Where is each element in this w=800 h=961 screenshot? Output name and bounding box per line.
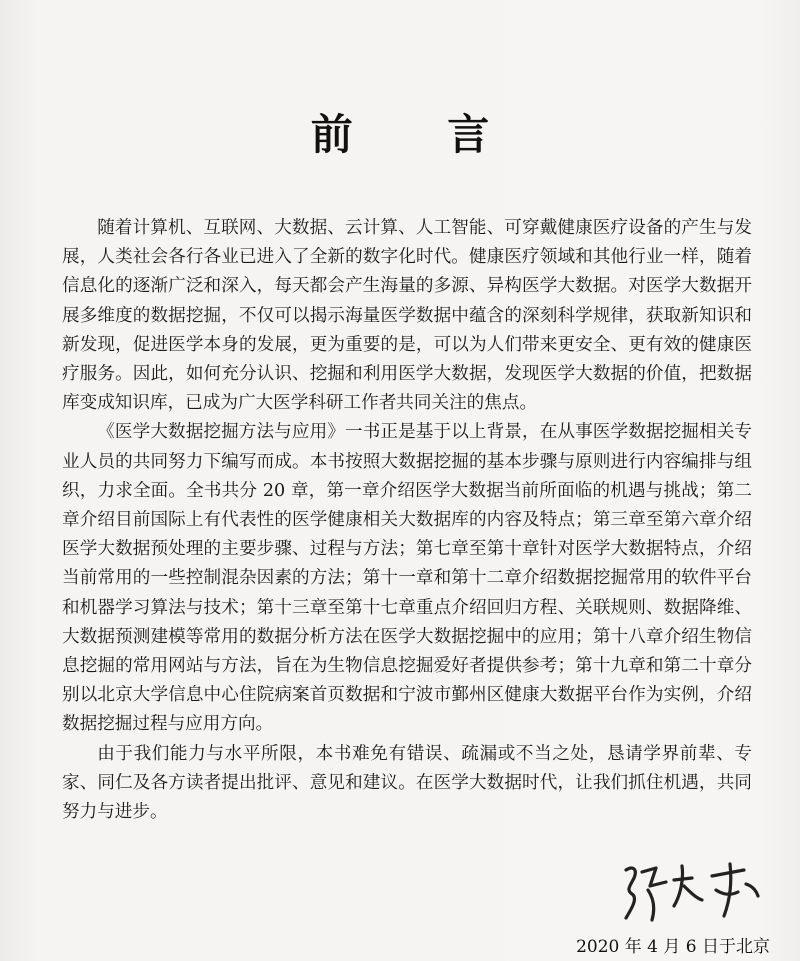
- page-title: 前 言: [310, 110, 530, 159]
- preface-body: [62, 214, 752, 827]
- paragraph-1: 随着计算机、互联网、大数据、云计算、人工智能、可穿戴健康医疗设备的产生与发展，人类社会各行各业已进入了全新的数字化时代。健康医疗领域和其他行业一样，随着信息化的逐渐广泛和深入，每天都会产生海量的多源、异构医学大数据。对医学大数据开展多维度的数据挖掘，不仅可以揭示海量医学数据中蕴含的深刻科学规律，获取新知识和新发现，促进医学本身的发展，更为重要的是，可以为人们带来更安全、更有效的健康医疗服务。因此，如何充分认识、挖掘和利用医学大数据，发现医学大数据的价值，把数据库变成知识库，已成为广大医学科研工作者共同关注的焦点。: [62, 218, 752, 414]
- date-line: 2020 年 4 月 6 日于北京: [576, 937, 770, 957]
- paragraph-2: 《医学大数据挖掘方法与应用》一书正是基于以上背景，在从事医学数据挖掘相关专业人员的共同努力下编写而成。本书按照大数据挖掘的基本步骤与原则进行内容编排与组织，力求全面。全书共分 20 章，第一章介绍医学大数据当前所面临的机遇与挑战；第二章介绍目前国际上有代表性的医学健康相关大数据库的内容及特点；第三章至第六章介绍医学大数据预处理的主要步骤、过程与方法；第七章至第十章针对医学大数据特点，介绍当前常用的一些控制混杂因素的方法；第十一章和第十二章介绍数据挖掘常用的软件平台和机器学习算法与技术；第十三章至第十七章重点介绍回归方程、关联规则、数据降维、大数据预测建模等常用的数据分析方法在医学大数据挖掘中的应用；第十八章介绍生物信息挖掘的常用网站与方法，旨在为生物信息挖掘爱好者提供参考；第十九章和第二十章分别以北京大学信息中心住院病案首页数据和宁波市鄞州区健康大数据平台作为实例，介绍数据挖掘过程与应用方向。: [62, 422, 752, 735]
- paragraph-3: 由于我们能力与水平所限，本书难免有错误、疏漏或不当之处，恳请学界前辈、专家、同仁及各方读者提出批评、意见和建议。在医学大数据时代，让我们抓住机遇，共同努力与进步。: [62, 743, 752, 823]
- handwritten-signature: [612, 856, 782, 926]
